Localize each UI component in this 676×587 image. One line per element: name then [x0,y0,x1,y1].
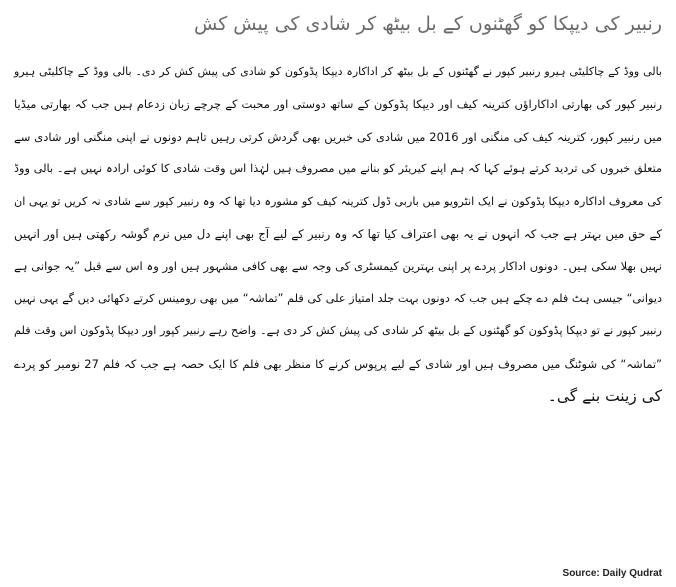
article-line: نہیں بھلا سکی ہیں۔ دونوں اداکار پردے پر اپنی بہترین کیمسٹری کی وجہ سے بھی کافی مشہور ہیں اور وہ اس سے قبل ”یہ جوانی ہے [14,259,662,274]
article-line: رنبیر کپور کی بھارتی اداکاراؤں کترینہ کیف اور دیپکا پڈوکون کے ساتھ دوستی اور محبت کے چرچے زبان زدعام ہیں جب کہ بھارتی میڈیا [14,97,662,112]
article-line: بالی ووڈ کے چاکلیٹی ہیرو رنبیر کپور نے گھٹنوں کے بل بیٹھ کر اداکارہ دیپکا پڈوکون کو شادی کی پیش کش کر دی۔ بالی ووڈ کے چاکلیٹی ہیرو [14,65,662,78]
article-line: رنبیر کپور نے تو دیپکا پڈوکون کو گھٹنوں کے بل بیٹھ کر شادی کی پیش کش کر دی ہے۔ واضح رہے رنبیر کپور اور دیپکا پڈوکون اس وقت فلم [14,324,662,338]
article-line: کے حق میں بہتر ہے جب کہ انہوں نے یہ بھی اعتراف کیا تھا کہ وہ رنبیر کے لیے آج بھی اپنے دل میں نرم گوشہ رکھتی ہیں اور انہیں [14,226,662,241]
article-line: کی معروف اداکارہ دیپکا پڈوکون نے ایک انٹرویو میں باربی ڈول کترینہ کیف کو مشورہ دیا تھا کہ وہ رنبیر کپور سے شادی نہ کریں تو یہی ان [13,194,662,208]
article-line: متعلق خبروں کی تردید کرتے ہوئے کہا کہ ہم اپنے کیریئر کو بنانے میں مصروف ہیں لہٰذا اس وقت شادی کا کوئی ارادہ نہیں ہے۔ بالی ووڈ [14,162,662,176]
article-line: دیوانی“ جیسی ہٹ فلم دے چکے ہیں جب کہ دونوں بہت جلد امتیاز علی کی فلم ”تماشہ“ میں بھی رومینس کرتے دکھائی دیں گے یہی نہیں [14,291,662,305]
article-line: کی زینت بنے گی۔ [547,386,662,405]
article-line: میں رنبیر کپور، کترینہ کیف کی منگنی اور 2016 میں شادی کی خبریں بھی گردش کرتی رہیں تاہم دونوں نے اپنی منگنی اور شادی سے [14,129,662,144]
article-title: رنبیر کی دیپکا کو گھٹنوں کے بل بیٹھ کر شادی کی پیش کش [193,13,662,35]
article-body [12,56,664,412]
source-credit: Source: Daily Qudrat [562,568,662,579]
article-line: ”تماشہ“ کی شوٹنگ میں مصروف ہیں اور شادی کے لیے پرپوس کرنے کا منظر بھی فلم کا ایک حصہ ہے جب کہ فلم 27 نومبر کو پردے [14,356,663,371]
